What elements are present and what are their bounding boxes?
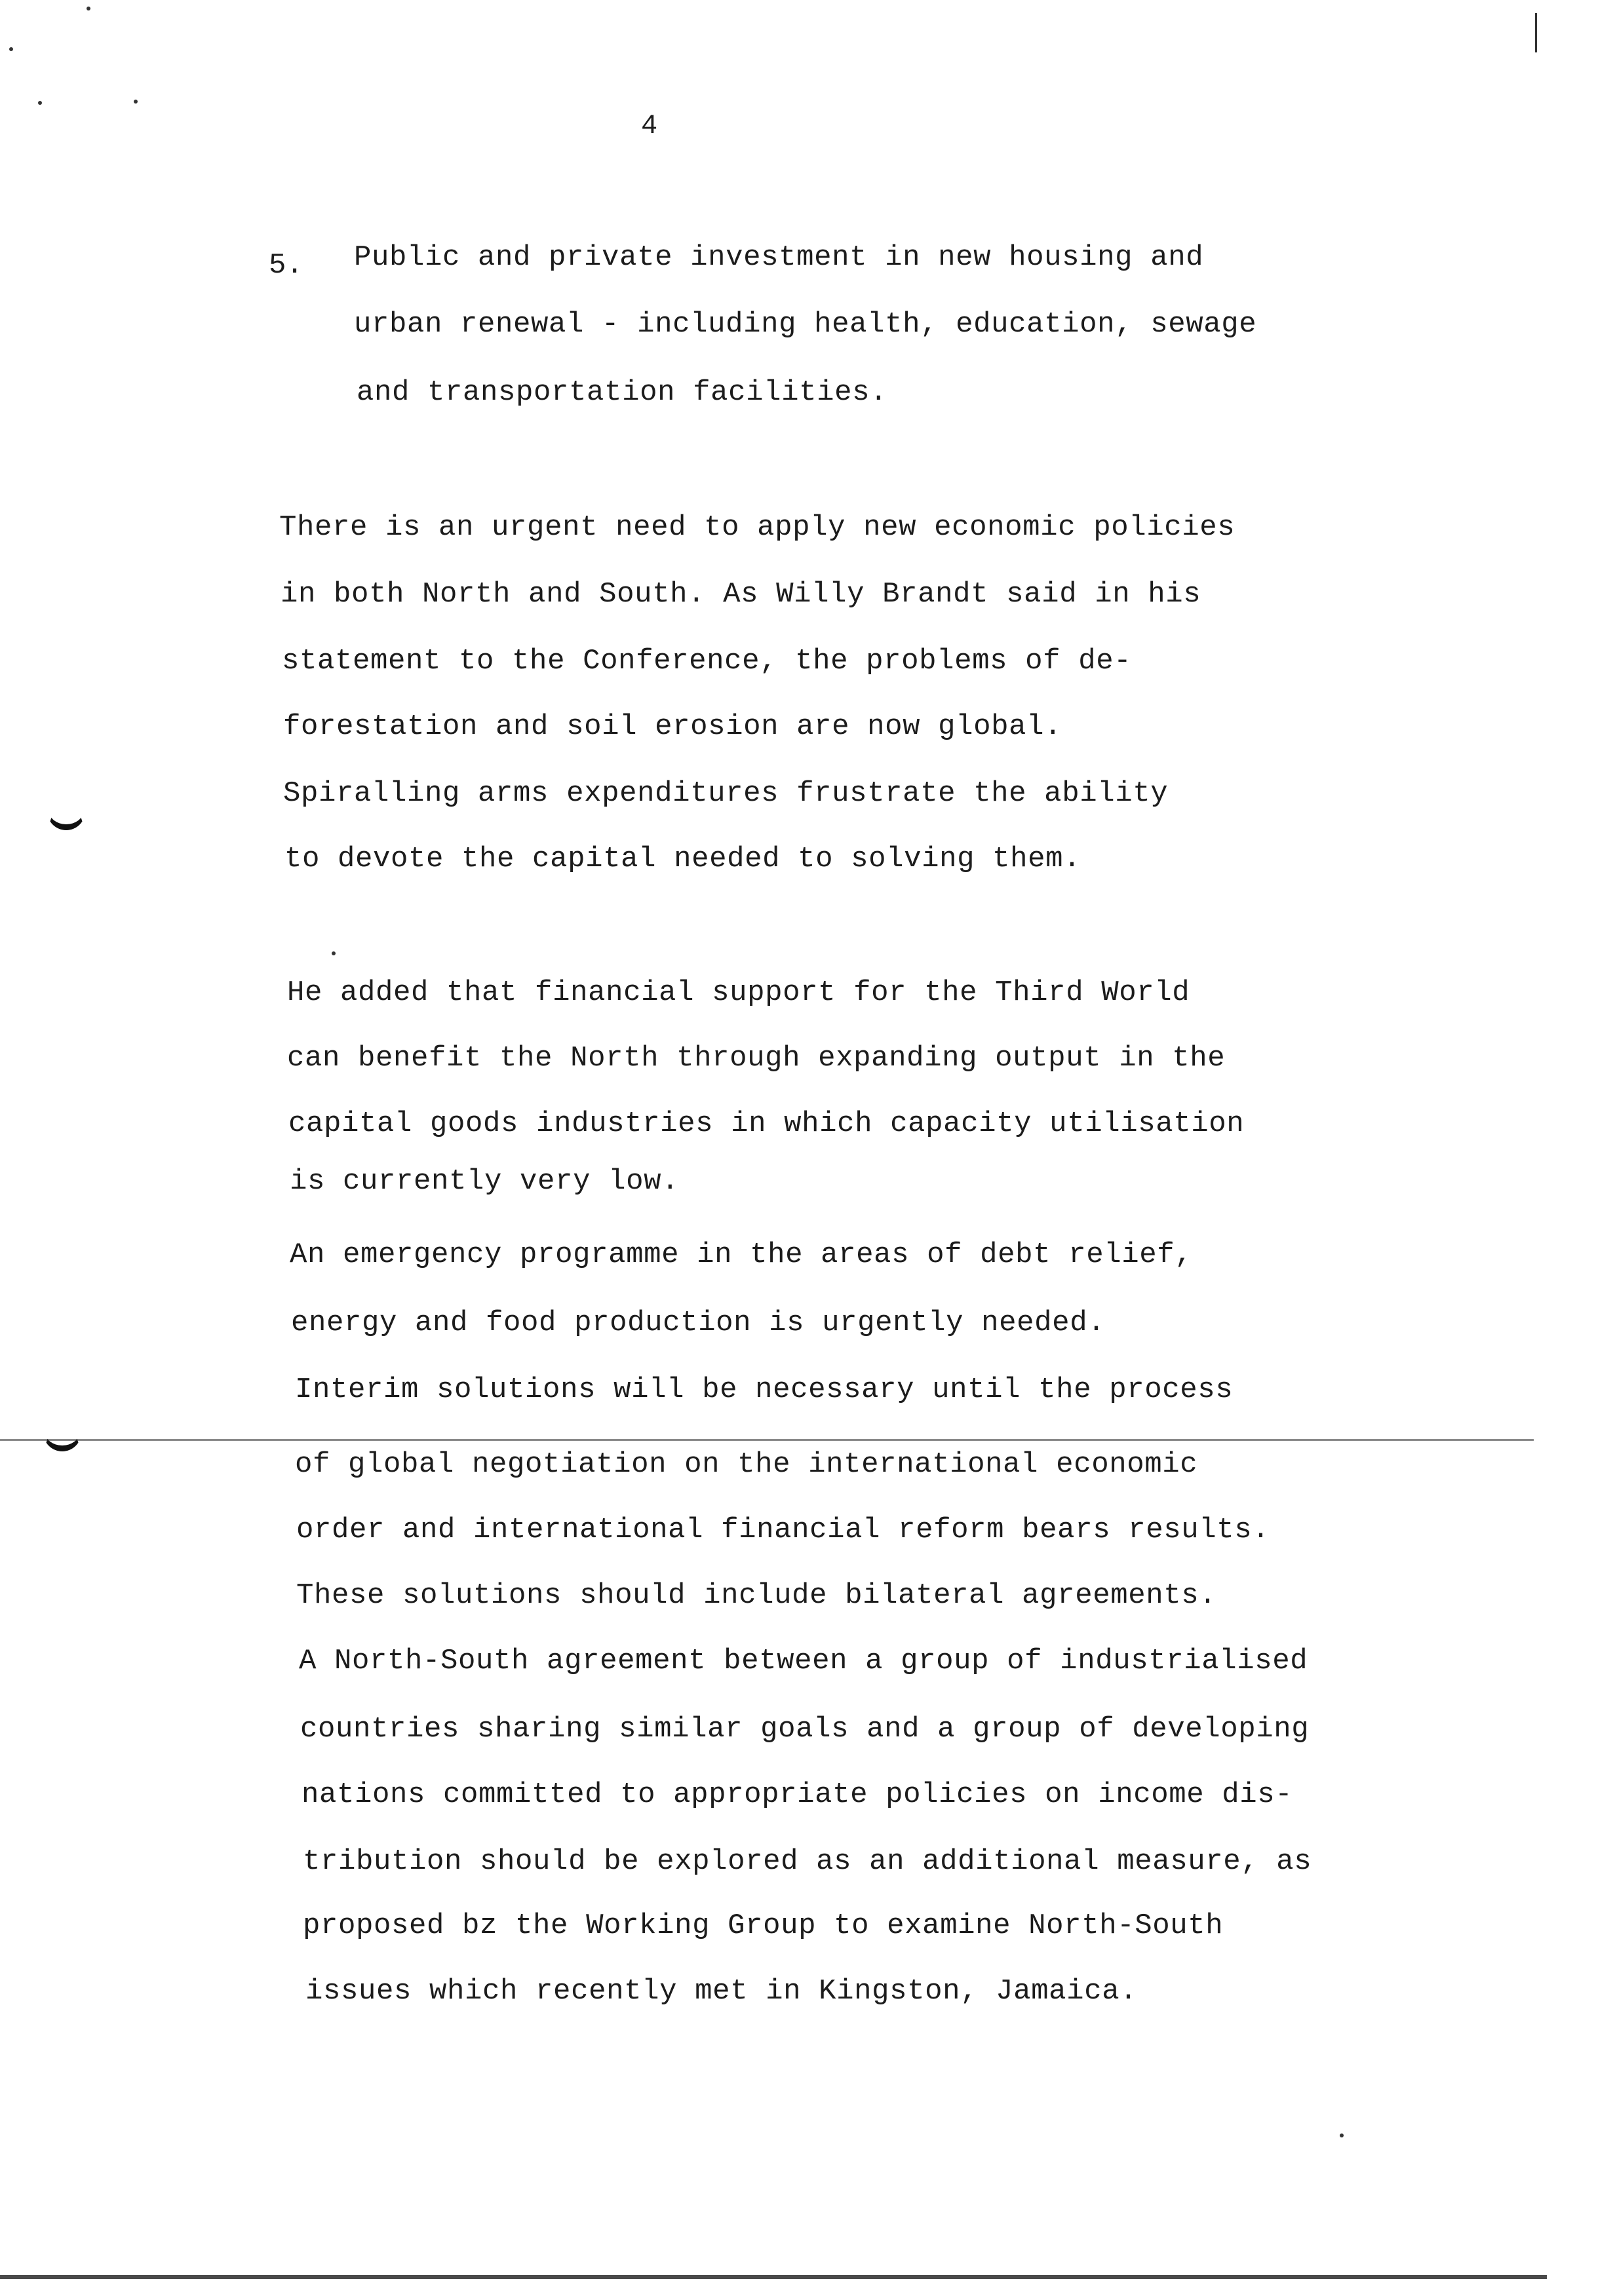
paragraph-line: countries sharing similar goals and a group of developing <box>300 1713 1310 1746</box>
paragraph-line: issues which recently met in Kingston, Jamaica. <box>305 1975 1138 2008</box>
scan-speck <box>9 47 13 51</box>
paragraph-line: energy and food production is urgently needed. <box>291 1307 1106 1339</box>
paragraph-line: to devote the capital needed to solving them. <box>284 843 1081 875</box>
scan-speck <box>332 951 336 955</box>
list-item-line: Public and private investment in new housing and <box>354 241 1204 274</box>
paragraph-line: Spiralling arms expenditures frustrate the ability <box>283 777 1169 810</box>
paragraph-line: capital goods industries in which capacity utilisation <box>288 1107 1245 1140</box>
paragraph-line: forestation and soil erosion are now global. <box>283 710 1062 743</box>
paragraph-line: in both North and South. As Willy Brandt said in his <box>281 578 1201 611</box>
paragraph-line: order and international financial reform bears results. <box>296 1514 1270 1546</box>
paragraph-line: These solutions should include bilateral agreements. <box>296 1579 1217 1612</box>
scan-speck <box>87 7 90 10</box>
scan-line <box>0 2275 1547 2279</box>
scan-line <box>0 1439 1534 1441</box>
paragraph-line: nations committed to appropriate policies on income dis- <box>302 1778 1293 1811</box>
scan-speck <box>38 101 42 105</box>
paragraph-line: is currently very low. <box>290 1165 680 1198</box>
scan-speck <box>134 100 138 104</box>
paragraph-line: of global negotiation on the international economic <box>295 1448 1198 1481</box>
paragraph-line: An emergency programme in the areas of debt relief, <box>290 1238 1193 1271</box>
scan-speck <box>1535 13 1537 52</box>
scan-speck <box>1340 2133 1344 2137</box>
paragraph-line: He added that financial support for the Third World <box>287 976 1190 1009</box>
page-number: 4 <box>641 110 658 142</box>
paragraph-line: can benefit the North through expanding output in the <box>287 1042 1226 1075</box>
paragraph-line: A North-South agreement between a group of industrialised <box>299 1645 1308 1677</box>
paragraph-line: Interim solutions will be necessary until the process <box>295 1373 1234 1406</box>
binder-mark <box>43 1422 81 1451</box>
paragraph-line: statement to the Conference, the problems of de- <box>282 645 1132 678</box>
list-item-line: and transportation facilities. <box>357 376 888 409</box>
paragraph-line: proposed bz the Working Group to examine North-South <box>303 1909 1224 1942</box>
list-item-number: 5. <box>269 249 303 282</box>
paragraph-line: There is an urgent need to apply new economic policies <box>279 511 1236 544</box>
binder-mark <box>47 801 85 830</box>
paragraph-line: tribution should be explored as an additional measure, as <box>303 1845 1312 1878</box>
list-item-line: urban renewal - including health, education, sewage <box>354 308 1257 341</box>
